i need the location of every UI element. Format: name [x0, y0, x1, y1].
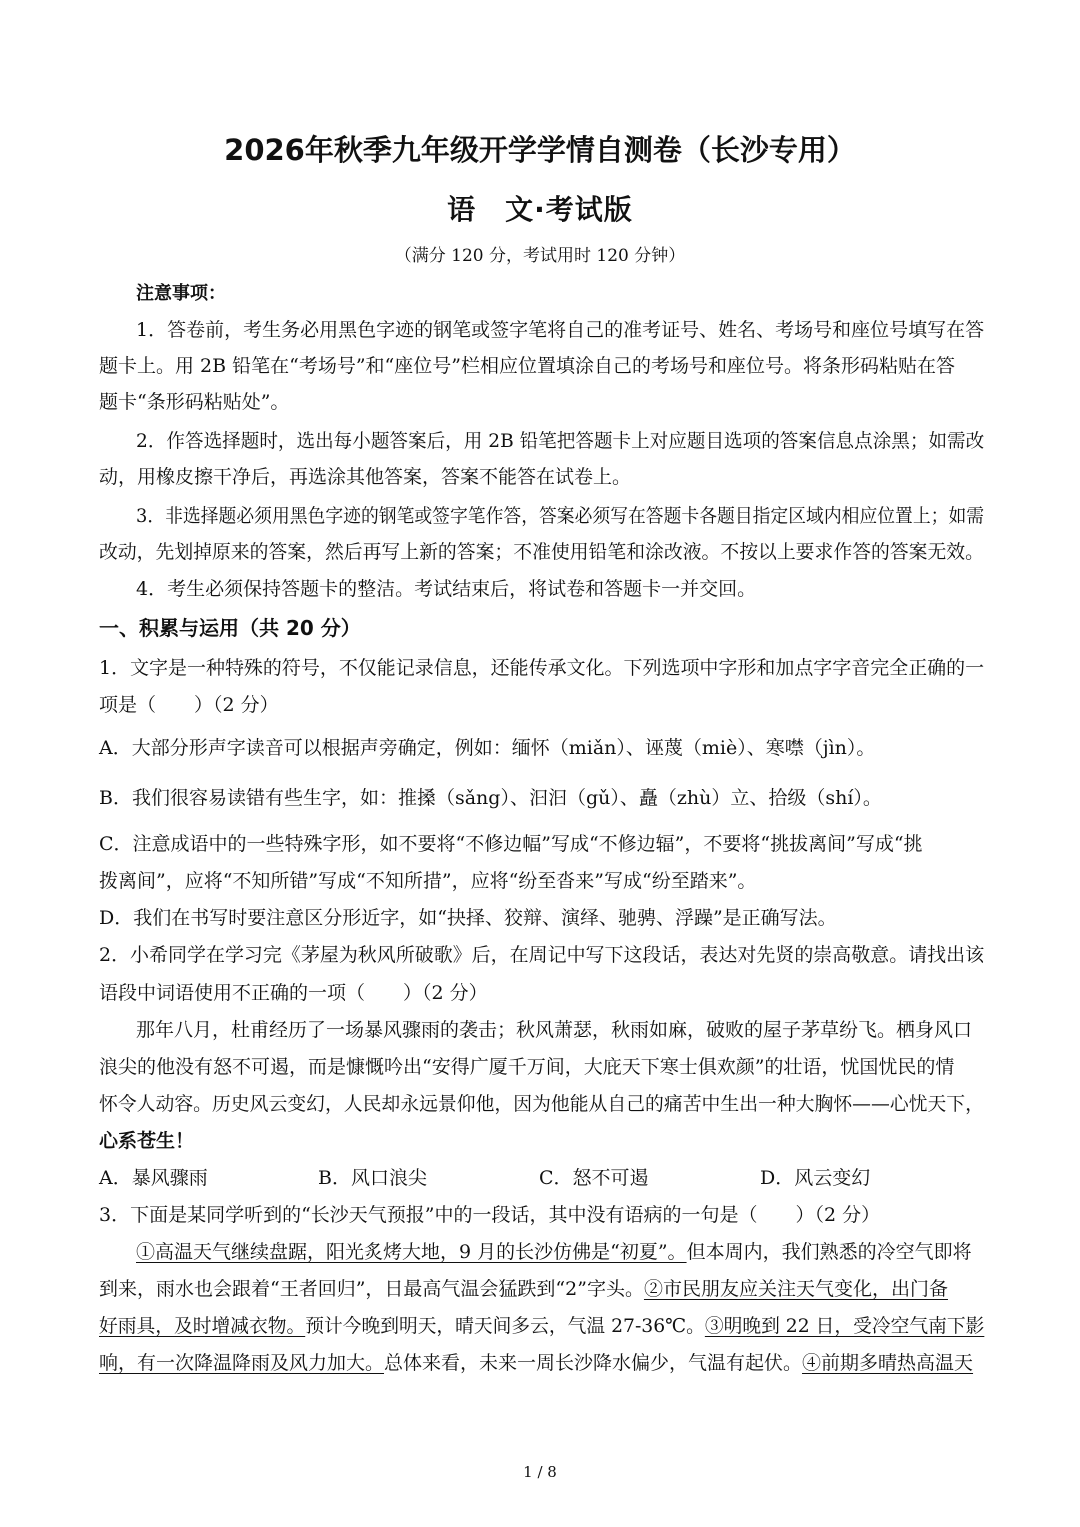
- sentence-4: ④前期多晴热高温天: [802, 1352, 974, 1374]
- notice-line: 动，用橡皮擦干净后，再选涂其他答案，答案不能答在试卷上。: [99, 466, 632, 488]
- notice-line: 1．答卷前，考生务必用黑色字迹的钢笔或签字笔将自己的准考证号、姓名、考场号和座位号填写在答: [136, 319, 985, 341]
- exam-subtitle: 语 文·考试版: [447, 193, 633, 226]
- question-stem: 语段中词语使用不正确的一项（ ）（2 分）: [99, 982, 488, 1004]
- passage-line: 心系苍生！: [99, 1130, 195, 1152]
- passage-line: 浪尖的他没有怒不可遏，而是慷慨吟出“安得广厦千万间，大庇天下寒士俱欢颜”的壮语，忧国忧民的情: [99, 1056, 955, 1078]
- passage-line: [99, 1277, 948, 1301]
- notice-line: 题卡“条形码粘贴处”。: [99, 391, 290, 413]
- notice-line: 改动，先划掉原来的答案，然后再写上新的答案；不准使用铅笔和涂改液。不按以上要求作答的答案无效。: [99, 541, 984, 563]
- passage-text: 到来，雨水也会跟着“王者回归”，日最高气温会猛跌到“2”字头。: [99, 1278, 644, 1300]
- question-stem: 3．下面是某同学听到的“长沙天气预报”中的一段话，其中没有语病的一句是（ ）（2 分）: [99, 1204, 881, 1226]
- passage-line: 那年八月，杜甫经历了一场暴风骤雨的袭击；秋风萧瑟，秋雨如麻，破败的屋子茅草纷飞。栖身风口: [136, 1019, 973, 1041]
- section-heading: 一、积累与运用（共 20 分）: [99, 616, 361, 640]
- sentence-2: ②市民朋友应关注天气变化，出门备: [643, 1278, 948, 1300]
- question-stem: 1．文字是一种特殊的符号，不仅能记录信息，还能传承文化。下列选项中字形和加点字字音完全正确的一: [99, 657, 985, 679]
- passage-text: 预计今晚到明天，晴天间多云，气温 27-36℃。: [305, 1315, 705, 1337]
- option-a: A．暴风骤雨: [99, 1167, 208, 1189]
- option-a: A．大部分形声字读音可以根据声旁确定，例如：缅怀（miǎn）、诬蔑（miè）、寒噤（jìn）。: [99, 737, 876, 759]
- passage-line: 怀令人动容。历史风云变幻，人民却永远景仰他，因为他能从自己的痛苦中生出一种大胸怀——心忧天下，: [99, 1093, 984, 1115]
- option-b: B．我们很容易读错有些生字，如：推搡（sǎng）、汩汩（gǔ）、矗（zhù）立、拾级（shí）。: [99, 787, 882, 809]
- notice-heading: 注意事项：: [136, 283, 226, 304]
- option-c-cont: 拨离间”，应将“不知所错”写成“不知所措”，应将“纷至沓来”写成“纷至踏来”。: [99, 870, 757, 892]
- notice-line: 2．作答选择题时，选出每小题答案后，用 2B 铅笔把答题卡上对应题目选项的答案信息点涂黑；如需改: [136, 430, 985, 452]
- notice-line: 题卡上。用 2B 铅笔在“考场号”和“座位号”栏相应位置填涂自己的考场号和座位号。将条形码粘贴在答: [99, 355, 955, 377]
- passage-line: [99, 1351, 973, 1375]
- page-number: 1 / 8: [523, 1463, 557, 1481]
- option-d: D．风云变幻: [760, 1167, 871, 1189]
- question-stem: 2．小希同学在学习完《茅屋为秋风所破歌》后，在周记中写下这段话，表达对先贤的崇高敬意。请找出该: [99, 944, 985, 966]
- notice-line: 3．非选择题必须用黑色字迹的钢笔或签字笔作答，答案必须写在答题卡各题目指定区域内相应位置上；如需: [136, 505, 985, 527]
- notice-line: 4．考生必须保持答题卡的整洁。考试结束后，将试卷和答题卡一并交回。: [136, 578, 757, 600]
- exam-score-note: （满分 120 分，考试用时 120 分钟）: [394, 246, 686, 266]
- sentence-3: ③明晚到 22 日，受冷空气南下影: [704, 1315, 985, 1337]
- exam-title: 2026年秋季九年级开学学情自测卷（长沙专用）: [224, 133, 856, 167]
- sentence-3-cont: 响，有一次降温降雨及风力加大。: [99, 1352, 385, 1374]
- passage-line: [136, 1240, 972, 1264]
- sentence-1: ①高温天气继续盘踞，阳光炙烤大地，9 月的长沙仿佛是“初夏”。: [136, 1241, 687, 1263]
- passage-text: 但本周内，我们熟悉的冷空气即将: [686, 1241, 972, 1263]
- passage-line: [99, 1314, 984, 1338]
- sentence-2-cont: 好雨具，及时增减衣物。: [99, 1315, 306, 1337]
- option-c: C．怒不可遏: [539, 1167, 649, 1189]
- option-c: C．注意成语中的一些特殊字形，如不要将“不修边幅”写成“不修边辐”，不要将“挑拔离间”写成“挑: [99, 833, 923, 855]
- passage-text: 总体来看，未来一周长沙降水偏少，气温有起伏。: [384, 1352, 803, 1374]
- question-stem: 项是（ ）（2 分）: [99, 694, 279, 716]
- option-d: D．我们在书写时要注意区分形近字，如“抉择、狡辩、演绎、驰骋、浮躁”是正确写法。: [99, 907, 837, 929]
- option-b: B．风口浪尖: [318, 1167, 427, 1189]
